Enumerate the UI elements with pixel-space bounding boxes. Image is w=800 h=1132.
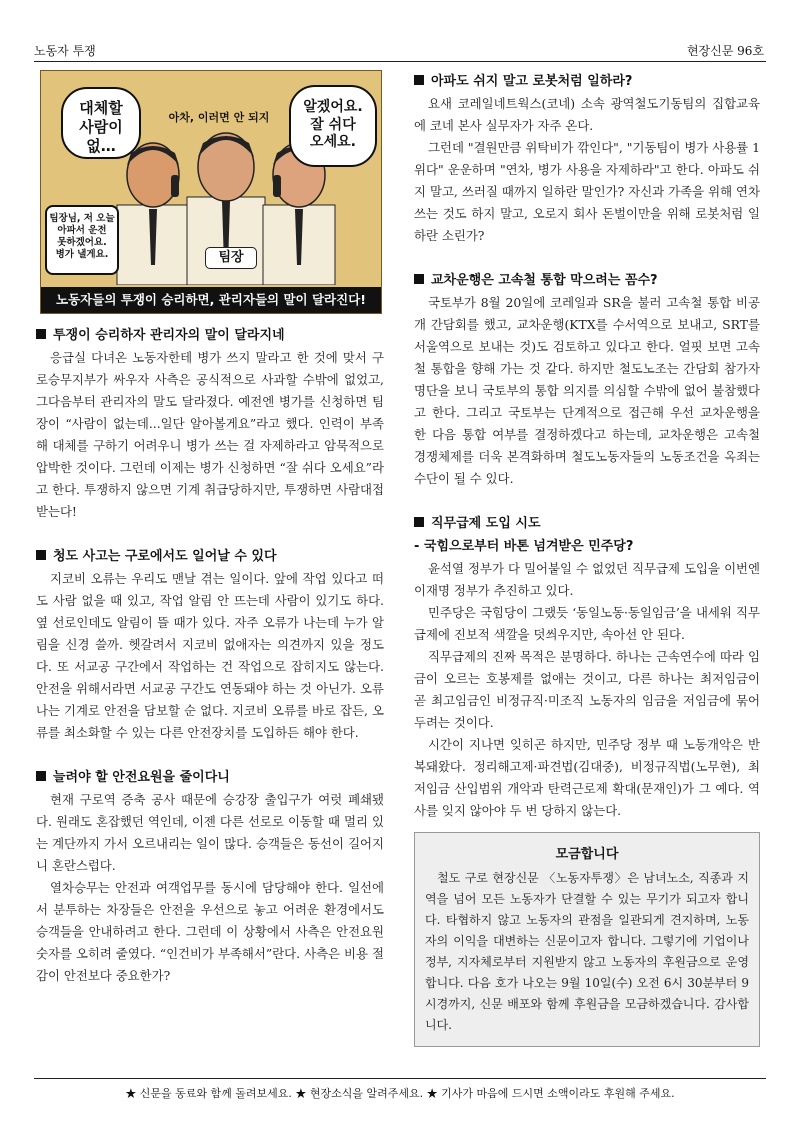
speech-bubble-left: 대체할 사람이 없… <box>61 87 141 159</box>
square-bullet-icon <box>414 517 424 527</box>
article-title <box>36 545 384 564</box>
article-paragraph: 그런데 "결원만큼 위탁비가 깎인다", "기동팀이 병가 사용률 1위다" 운운하며 "연차, 병가 사용을 자제하라"고 한다. 아파도 쉬지 말고, 쓰러질 때까지 일하란 말인가? 자신과 가족을 위해 연차 쓰는 것도 하지 말고, 오로지 회사 돈벌이만을 위해 로봇처럼 일하란 소린가? <box>414 140 760 243</box>
article-title-text: 직무급제 도입 시도 <box>431 516 541 531</box>
article-cross-operation <box>414 269 760 490</box>
fundraising-box <box>414 832 760 1047</box>
square-bullet-icon <box>414 75 424 85</box>
article-body: 응급실 다녀온 노동자한테 병가 쓰지 말라고 한 것에 맞서 구로승무지부가 싸우자 사측은 공식적으로 사과할 수밖에 없었고, 그다음부터 관리자의 말도 달라졌다. 예전엔 병가를 신청하면 팀장이 “사람이 없는데...일단 알아볼게요”라고 했다. 인력이 부족해 대체를 구하기 어려우니 병가 쓰는 걸 자제하라고 암묵적으로 압박한 것이다. 그런데 이제는 병가 신청하면 “잘 쉬다 오세요”라고 한다. 투쟁하지 않으면 기계 취급당하지만, 투쟁하면 사람대접 받는다! <box>36 350 384 519</box>
article-subtitle: - 국힘으로부터 바톤 넘겨받은 민주당? <box>414 539 634 554</box>
square-bullet-icon <box>414 274 424 284</box>
article-title-text: 청도 사고는 구로에서도 일어날 수 있다 <box>53 549 277 564</box>
square-bullet-icon <box>36 550 46 560</box>
sick-leave-request-note: 팀장님, 저 오늘 아파서 운전 못하겠어요. 병가 낼게요. <box>45 205 119 275</box>
speech-text-center: 아차, 이러면 안 되지 <box>168 111 270 124</box>
article-paragraph: 민주당은 국힘당이 그랬듯 ‘동일노동·동일임금’을 내세워 직무급제에 진보적 색깔을 덧씌우지만, 속아선 안 된다. <box>414 605 760 642</box>
article-robot-work <box>414 70 760 247</box>
article-title-text: 투쟁이 승리하자 관리자의 말이 달라지네 <box>53 328 285 343</box>
right-column <box>414 70 760 1047</box>
article-body: 국토부가 8월 20일에 코레일과 SR을 불러 고속철 통합 비공개 간담회를 했고, 교차운행(KTX를 수서역으로 보내고, SRT를 서울역으로 보내는 것)도 검토하고 있다고 한다. 얼핏 보면 고속철 통합을 향해 가는 것 같다. 하지만 철도노조는 간담회 참가자 명단을 보니 국토부의 통합 의지를 의심할 수밖에 없어 불참했다고 한다. 그리고 국토부는 단계적으로 접근해 우선 교차운행을 한 다음 통합 여부를 결정하겠다고 하는데, 교차운행은 고속철 경쟁체제를 더욱 본격화하며 철도노동자들의 노동조건을 옥죄는 수단이 될 수 있다. <box>414 295 760 486</box>
article-title <box>36 766 384 785</box>
cartoon-illustration <box>40 70 382 314</box>
article-paragraph: 열차승무는 안전과 여객업무를 동시에 담당해야 한다. 일선에서 분투하는 차장들은 안전을 우선으로 놓고 어려운 환경에서도 승객들을 안내하려고 한다. 그런데 이 상황에서 사측은 안전요원 숫자를 오히려 줄였다. “인건비가 부족해서”란다. 사측은 비용 절감이 안전보다 중요한가? <box>36 880 384 983</box>
team-leader-badge: 팀장 <box>205 247 257 269</box>
article-cheongdo-accident <box>36 545 384 744</box>
article-paragraph: 요새 코레일네트웍스(코네) 소속 광역철도기동팀의 집합교육에 코네 본사 실무자가 자주 온다. <box>414 96 760 133</box>
article-safety-staff <box>36 766 384 987</box>
article-title-text: 아파도 쉬지 말고 로봇처럼 일하라? <box>431 74 633 89</box>
fundraising-title: 모금합니다 <box>555 847 619 862</box>
article-title-text: 늘려야 할 안전요원을 줄이다니 <box>53 770 230 785</box>
page-header <box>34 38 766 62</box>
article-paragraph: 시간이 지나면 잊히곤 하지만, 민주당 정부 때 노동개악은 반복돼왔다. 정리해고제·파견법(김대중), 비정규직법(노무현), 최저임금 산입범위 개악과 탄력근로제 확대(문재인)가 그 예다. 역사를 잊지 않아야 두 번 당하지 않는다. <box>414 737 760 818</box>
square-bullet-icon <box>36 329 46 339</box>
article-title <box>414 512 760 531</box>
newspaper-section-label: 노동자 투쟁 <box>34 44 96 58</box>
fundraising-body: 철도 구로 현장신문 〈노동자투쟁〉은 남녀노소, 직종과 지역을 넘어 모든 노동자가 단결할 수 있는 무기가 되고자 합니다. 타협하지 않고 노동자의 관점을 일관되게 견지하며, 노동자의 이익을 대변하는 신문이고자 합니다. 그렇기에 기업이나 정부, 지자체로부터 지원받지 않고 노동자의 후원금으로 운영합니다. 다음 호가 나오는 9월 10일(수) 오전 6시 30분부터 9시경까지, 신문 배포와 함께 후원금을 모금하겠습니다. 감사합니다. <box>425 871 749 1032</box>
article-paragraph: 직무급제의 진짜 목적은 분명하다. 하나는 근속연수에 따라 임금이 오르는 호봉제를 없애는 것이고, 다른 하나는 최저임금이 곧 최고임금인 비정규직·미조직 노동자의 임금을 저임금에 묶어두려는 것이다. <box>414 649 760 730</box>
article-title-text: 교차운행은 고속철 통합 막으려는 꼼수? <box>431 273 658 288</box>
speech-bubble-right: 알겠어요. 잘 쉬다 오세요. <box>289 85 377 167</box>
article-paragraph: 현재 구로역 증축 공사 때문에 승강장 출입구가 여럿 폐쇄됐다. 원래도 혼잡했던 역인데, 이젠 다른 선로로 이동할 때 멀리 있는 계단까지 가서 오르내리는 일이 많다. 승객들은 동선이 길어지니 혼란스럽다. <box>36 792 384 873</box>
article-struggle-victory <box>36 324 384 523</box>
article-title <box>36 324 384 343</box>
article-paragraph: 윤석열 정부가 다 밀어붙일 수 없었던 직무급제 도입을 이번엔 이재명 정부가 추진하고 있다. <box>414 561 760 598</box>
article-body: 지코비 오류는 우리도 맨날 겪는 일이다. 앞에 작업 있다고 떠도 사람 없을 때 있고, 작업 알림 안 뜨는데 사람이 있기도 하다. 옆 선로인데도 알림이 뜰 때가 있다. 자주 오류가 나는데 누가 알림을 신경 쓸까. 헷갈려서 지코비 없애자는 의견까지 있을 정도다. 또 서교공 구간에서 작업하는 건 작업으로 잡히지도 않는다. 안전을 위해서라면 서교공 구간도 연동돼야 하는 것 아닌가. 오류 나는 기계로 안전을 담보할 순 없다. 지코비 오류를 바로 잡든, 오류를 최소화할 수 있는 다른 안전장치를 도입하든 해야 한다. <box>36 571 384 740</box>
article-job-based-pay <box>414 512 760 822</box>
issue-number: 현장신문 96호 <box>686 44 764 58</box>
article-title <box>414 269 760 288</box>
cartoon-caption: 노동자들의 투쟁이 승리하면, 관리자들의 말이 달라진다! <box>41 287 381 313</box>
page-footer: ★ 신문을 동료와 함께 돌려보세요. ★ 현장소식을 알려주세요. ★ 기사가 마음에 드시면 소액이라도 후원해 주세요. <box>34 1078 766 1101</box>
article-title <box>414 70 760 89</box>
left-column <box>36 70 384 987</box>
square-bullet-icon <box>36 771 46 781</box>
